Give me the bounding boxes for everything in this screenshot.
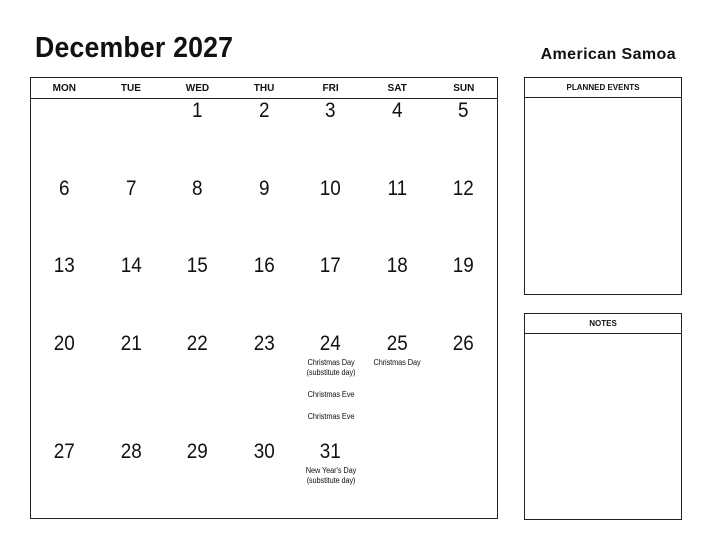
day-number: 23: [253, 332, 275, 355]
day-cell: [98, 177, 165, 201]
day-number: 31: [320, 440, 342, 463]
day-cell: [430, 332, 497, 422]
day-cell: [364, 440, 431, 486]
day-cell: [364, 99, 431, 123]
weeks-container: [31, 99, 497, 518]
day-number: 11: [387, 177, 407, 200]
day-number: 5: [458, 99, 470, 122]
holiday-label: Christmas Day: [373, 358, 421, 367]
planned-events-header: PLANNED EVENTS: [525, 78, 681, 98]
notes-header: NOTES: [525, 314, 681, 334]
day-number: 15: [186, 254, 208, 277]
notes-panel: [524, 313, 682, 520]
day-cell: [430, 254, 497, 278]
day-cell: [231, 177, 298, 201]
day-number: 10: [320, 177, 342, 200]
day-cell: [31, 177, 98, 201]
weekday-sat: SAT: [387, 83, 407, 94]
day-cell: [231, 332, 298, 422]
day-number: 1: [192, 99, 203, 122]
day-number: 29: [186, 440, 208, 463]
calendar-grid: [30, 77, 498, 519]
weekday-thu: THU: [253, 83, 275, 94]
day-number: 9: [258, 177, 270, 200]
day-cell: [31, 99, 98, 123]
day-number: 4: [391, 99, 403, 122]
day-cell: [98, 332, 165, 422]
day-cell: [164, 440, 231, 486]
day-cell: [297, 177, 364, 201]
week-row: [31, 332, 497, 422]
calendar-title: December 2027: [35, 32, 234, 64]
day-cell: [231, 254, 298, 278]
day-cell: [430, 177, 497, 201]
day-number: 27: [53, 440, 75, 463]
day-number: 6: [59, 177, 70, 200]
day-number: 22: [186, 332, 208, 355]
day-cell: [297, 440, 364, 486]
day-number: 2: [258, 99, 270, 122]
weekday-header: [31, 78, 497, 99]
day-cell: [231, 440, 298, 486]
day-cell: [98, 254, 165, 278]
day-number: 3: [325, 99, 336, 122]
weekday-wed: WED: [185, 83, 210, 94]
day-cell: [430, 440, 497, 486]
day-cell: [364, 332, 431, 422]
day-number: 26: [453, 332, 475, 355]
day-cell: [297, 254, 364, 278]
day-number: 25: [386, 332, 408, 355]
day-number: 28: [120, 440, 142, 463]
holiday-label: Christmas Eve: [307, 390, 354, 399]
day-cell: [31, 254, 98, 278]
day-cell: [430, 99, 497, 123]
day-number: 18: [386, 254, 408, 277]
day-number: 20: [53, 332, 75, 355]
day-cell: [364, 254, 431, 278]
day-number: 21: [120, 332, 142, 355]
week-row: [31, 254, 497, 278]
day-cell: [31, 332, 98, 422]
day-cell: [164, 254, 231, 278]
week-row: [31, 177, 497, 201]
weekday-tue: TUE: [120, 83, 141, 94]
day-cell: [297, 99, 364, 123]
weekday-mon: MON: [52, 83, 76, 94]
day-cell: [31, 440, 98, 486]
week-row: [31, 99, 497, 123]
day-number: 8: [192, 177, 203, 200]
day-number: 14: [120, 254, 142, 277]
day-number: 16: [253, 254, 275, 277]
country-label: American Samoa: [540, 46, 676, 63]
holiday-label: Christmas Day (substitute day): [306, 358, 356, 377]
day-cell: [297, 332, 364, 422]
holiday-label: Christmas Eve: [307, 412, 354, 421]
weekday-sun: SUN: [453, 83, 475, 94]
day-cell: [164, 99, 231, 123]
day-cell: [98, 99, 165, 123]
day-number: 24: [320, 332, 342, 355]
day-number: 19: [453, 254, 475, 277]
day-cell: [98, 440, 165, 486]
day-number: 13: [53, 254, 75, 277]
day-cell: [164, 332, 231, 422]
day-cell: [364, 177, 431, 201]
day-number: 17: [320, 254, 342, 277]
planned-events-panel: [524, 77, 682, 295]
day-cell: [231, 99, 298, 123]
weekday-fri: FRI: [322, 83, 339, 94]
day-number: 7: [125, 177, 137, 200]
week-row: [31, 440, 497, 486]
day-number: 12: [453, 177, 475, 200]
day-number: 30: [253, 440, 275, 463]
day-cell: [164, 177, 231, 201]
holiday-label: New Year's Day (substitute day): [305, 466, 356, 485]
